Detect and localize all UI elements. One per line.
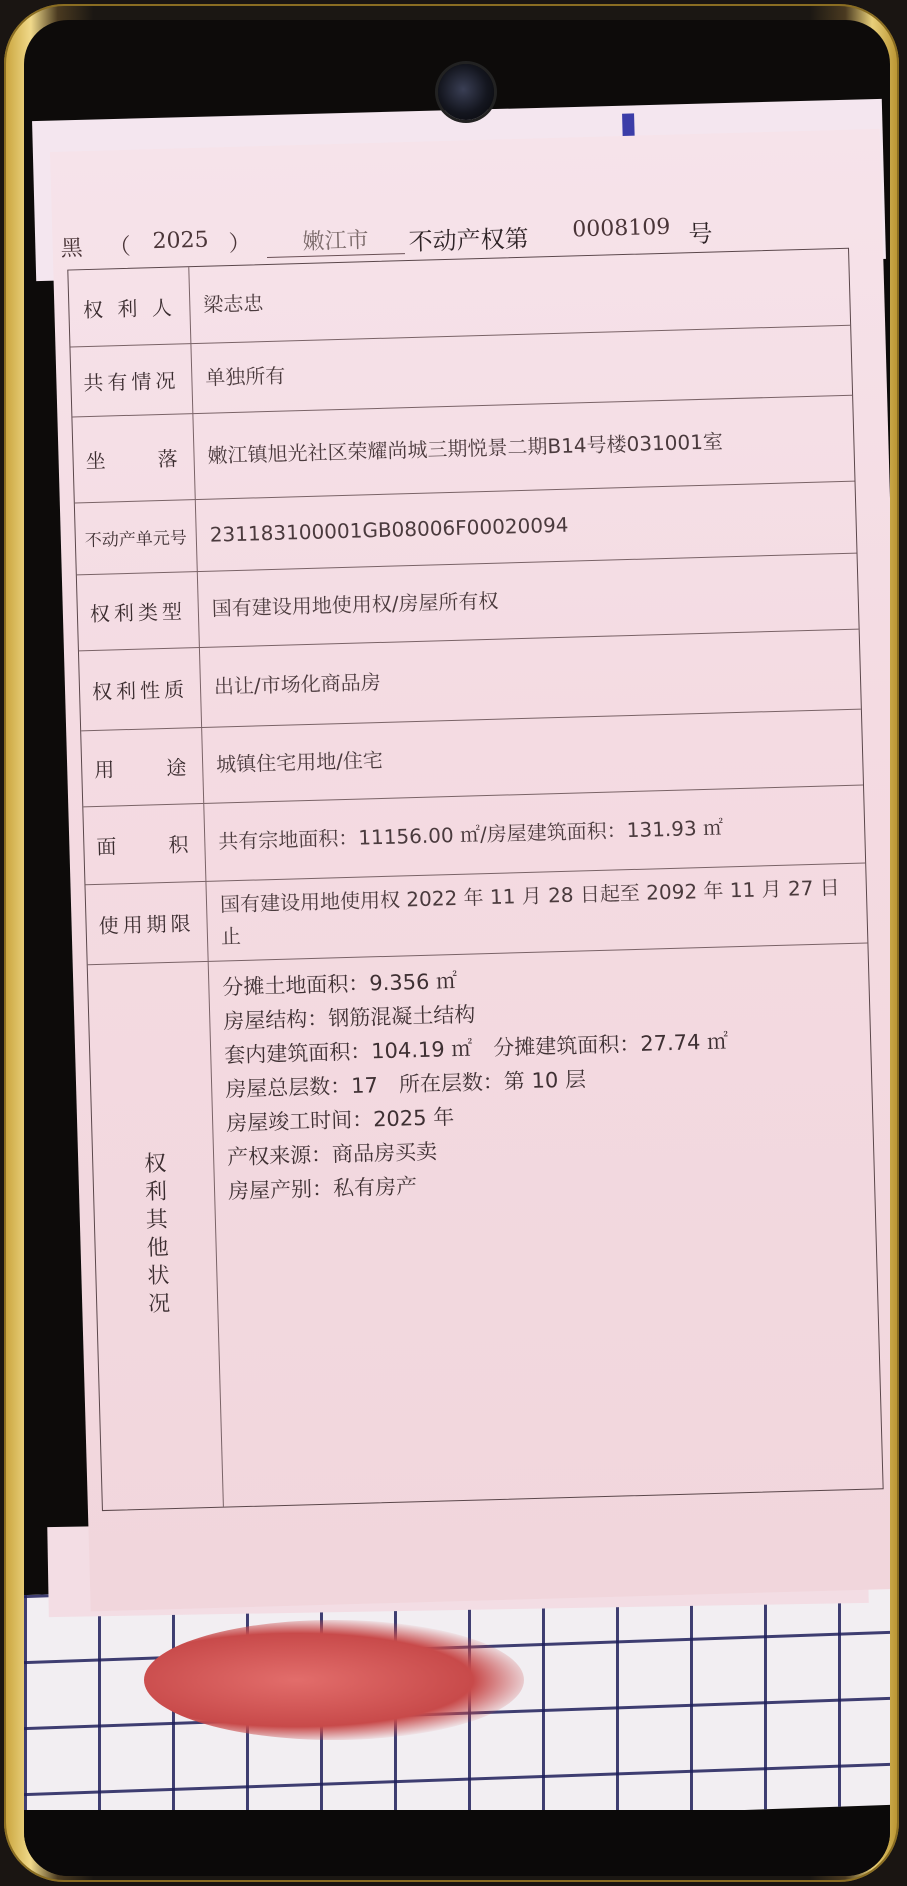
header-number: 0008109 bbox=[572, 214, 671, 243]
other-status-content bbox=[222, 943, 863, 1506]
other-line: 房屋产别：私有房产 bbox=[227, 1174, 418, 1204]
row-other-status bbox=[88, 942, 883, 1510]
other-line: 产权来源：商品房买卖 bbox=[226, 1139, 438, 1170]
row-value: 国有建设用地使用权/房屋所有权 bbox=[211, 588, 499, 621]
row-label: 用 途 bbox=[81, 727, 204, 806]
row-value: 梁志忠 bbox=[202, 291, 264, 317]
other-line: 房屋结构：钢筋混凝土结构 bbox=[223, 1002, 476, 1034]
header-prefix: 黑 bbox=[60, 236, 84, 262]
other-line: 分摊土地面积：9.356 ㎡ bbox=[222, 968, 458, 1000]
header-suffix: 号 bbox=[688, 219, 713, 249]
other-status-label: 权利其他状况 bbox=[140, 1151, 171, 1320]
phone-frame bbox=[4, 4, 899, 1882]
row-value: 国有建设用地使用权 2022 年 11 月 28 日起至 2092 年 11 月 27 日止 bbox=[219, 875, 841, 949]
header-year: 2025 bbox=[152, 227, 209, 255]
row-label: 权利性质 bbox=[79, 647, 202, 730]
row-value: 231183100001GB08006F00020094 bbox=[209, 512, 569, 547]
other-line: 房屋竣工时间：2025 年 bbox=[225, 1105, 455, 1136]
other-line: 房屋总层数：17 所在层数：第 10 层 bbox=[224, 1067, 587, 1102]
certificate-table bbox=[67, 248, 883, 1511]
header-close-paren: ） bbox=[228, 231, 252, 258]
row-label: 不动产单元号 bbox=[75, 499, 198, 574]
property-certificate-page bbox=[50, 129, 890, 1612]
row-label: 坐 落 bbox=[72, 413, 195, 502]
row-label: 共有情况 bbox=[70, 343, 193, 416]
phone-screen bbox=[24, 20, 890, 1876]
row-label-other bbox=[88, 961, 224, 1510]
header-open-paren: （ bbox=[108, 234, 132, 261]
row-label: 权 利 人 bbox=[68, 267, 191, 346]
header-title: 不动产权第 bbox=[408, 224, 529, 257]
row-value: 单独所有 bbox=[205, 363, 286, 390]
row-label: 面 积 bbox=[83, 803, 206, 884]
row-value: 城镇住宅用地/住宅 bbox=[215, 747, 384, 777]
row-value: 共有宗地面积：11156.00 ㎡/房屋建筑面积：131.93 ㎡ bbox=[217, 815, 724, 854]
header-city: 嫩江市 bbox=[266, 222, 405, 258]
red-object bbox=[144, 1620, 524, 1740]
row-value: 出让/市场化商品房 bbox=[213, 669, 382, 699]
row-label: 权利类型 bbox=[77, 571, 200, 650]
row-value: 嫩江镇旭光社区荣耀尚城三期悦景二期B14号楼031001室 bbox=[207, 429, 724, 468]
phone-bottom-bezel bbox=[24, 1810, 890, 1876]
row-label: 使用期限 bbox=[85, 881, 208, 964]
other-line: 套内建筑面积：104.19 ㎡ 分摊建筑面积：27.74 ㎡ bbox=[223, 1029, 729, 1068]
front-camera bbox=[438, 64, 494, 120]
